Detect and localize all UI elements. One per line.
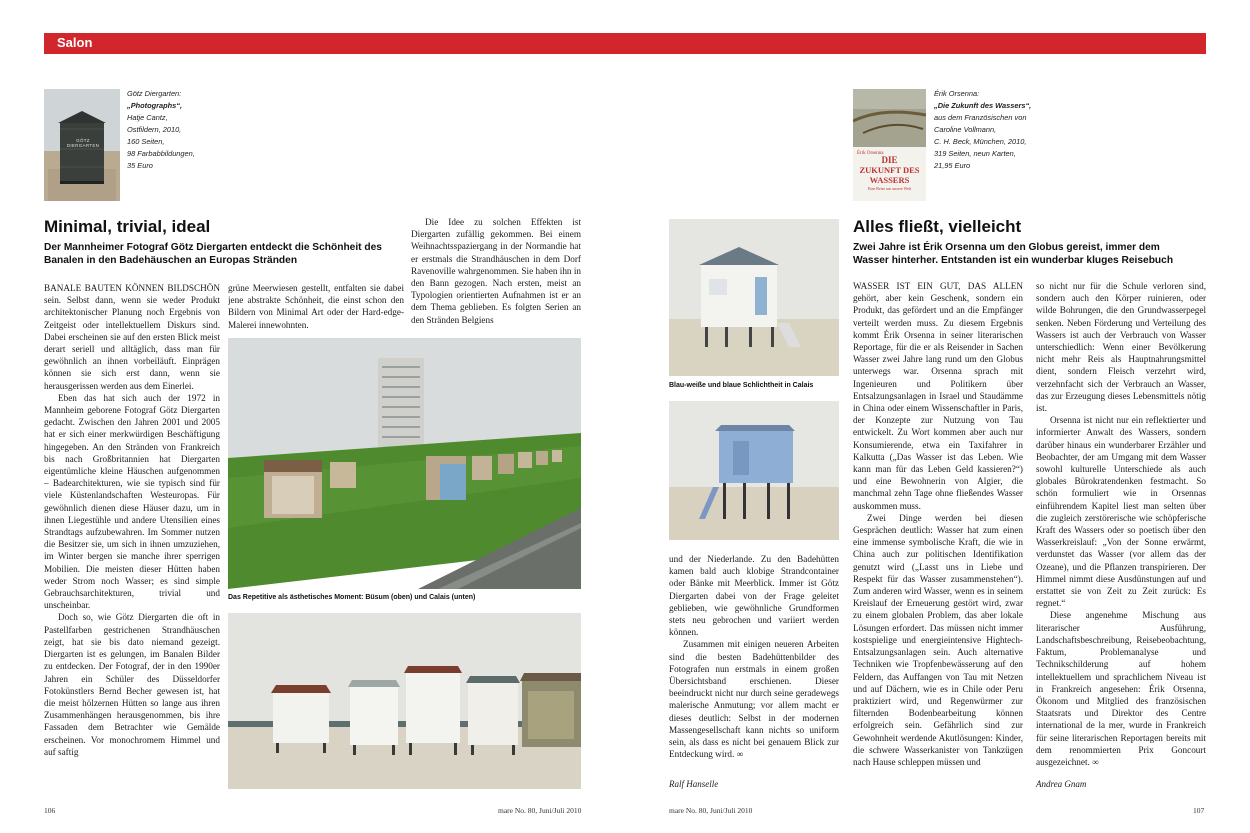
book-info-line: Hatje Cantz, [127,113,168,122]
book-info-line: 21,95 Euro [934,161,971,170]
article-column-right-3 [1036,280,1206,773]
photo-buesum [228,338,581,589]
book-author: Götz Diergarten: [127,89,182,98]
article-column-3 [411,216,581,332]
book-info-line: 98 Farbabbildungen, [127,149,195,158]
book-title: „Die Zukunft des Wassers“, [934,101,1032,110]
paragraph: Doch so, wie Götz Diergarten die oft in Pastellfarben gestrichenen Strandhäuschen zeigt, hat sie bis dato niemand gezeigt. Diergarten ist es gelungen, im Banalen Bilder zu entdecken. Der Fotograf, der in den 1990er Jahren ein Schüler des Düsseldorfer Fotokünstlers Bernd Becher gewesen ist, hat die meist hölzernen Hütten so lange aus ihren Zusammenhängen herausgenommen, bis ihre Fassaden dem Betrachter wie Gemälde erscheinen. Vor monochromem Himmel und auf saftig [44,612,220,757]
book-cover-zukunft-des-wassers [853,89,926,201]
paragraph: BANALE BAUTEN KÖNNEN BILDSCHÖN sein. Selbst dann, wenn sie weder Produkt architektonischer Planung noch Ergebnis von Zeitgeist oder intellektuellem Diskurs sind. Dabei erscheinen sie auf den ersten Blick meist derart seriell und alltäglich, dass man für gewöhnlich an ihnen vorbeiläuft. Einprägen können sie sich erst dann, wenn sie herausgerissen werden aus dem Einerlei. [44,283,220,391]
paragraph: Zwei Dinge werden bei diesen Gesprächen deutlich: Wasser hat zum einen eine immense symbolische Kraft, die wie in China auch zur politischen Identifikation genutzt wird („Lasst uns in Liebe und Respekt für das Wasser zusammenstehen“). Zum anderen wird Wasser, wenn es in seinem Kreislauf der Erneuerung gestört wird, zwar zu einem globalen Problem, das aber lokale Lösungen erfordert. Das müssen nicht immer kostspielige und energieintensive Hightech-Entsalzungsanlagen sein. Auch alternative Techniken wie Tropfenbewässerung auf den Feldern, das Auffangen von Tau mit Netzen und auf Dächern, wie es in Chile oder Peru praktiziert wird, und Regenwürmer zur filternden Bodenbearbeitung können erfolgreich sein. Gefährlich sind zur Gewohnheit werdende Akutlösungen: Kinder, die schwere Wasserkanister von Tankzügen nach Hause schleppen müssen und [853,512,1023,767]
book-info-line: C. H. Beck, München, 2010, [934,137,1027,146]
book-info-line: Ostfildern, 2010, [127,125,182,134]
paragraph: so nicht nur für die Schule verloren sind, sondern auch den Körper ruinieren, oder wilde Bohrungen, die den Grundwasserpegel senken. Neben Förderung und Verteilung des Wassers ist auch der Verbrauch von Wasser unterschiedlich: Wenn einer Bevölkerung nicht mehr Reis als Hauptnahrungsmittel dient, sondern Fleisch verzehrt wird, verzehnfacht sich der Verbrauch an Wasser, das zur Erzeugung dieses Lebensmittels nötig ist. [1036,281,1206,414]
section-banner [44,33,1206,54]
book-info-line: 160 Seiten, [127,137,165,146]
article-headline-left: Minimal, trivial, ideal [44,217,211,236]
book-title: „Photographs“, [127,101,183,110]
paragraph: grüne Meerwiesen gestellt, entfalten sie dabei jene abstrakte Schönheit, die einst schon den Bildern von Minimal Art oder der Hard-edge-Malerei innewohnten. [228,283,404,330]
photo-calais-blue-hut [669,401,839,540]
section-label: Salon [57,35,93,50]
article-column-1 [44,282,220,802]
author-credit-right: Andrea Gnam [1036,779,1087,789]
page-number-right: 107 [1193,806,1205,815]
paragraph: Die Idee zu solchen Effekten ist Diergarten zufällig gekommen. Bei einem Weihnachtsspaziergang in der Normandie hat er erstmals die Strandhäuschen in dem Dorf Ravenoville wahrgenommen. Sie haben ihn in den Bann gezogen. Nach ersten, meist an Typologien orientierten Aufnahmen ist er an dem Thema geblieben. Es folgten Serien an den Stränden Belgiens [411,217,581,325]
book-info-line: 319 Seiten, neun Karten, [934,149,1016,158]
article-deck-left: Der Mannheimer Fotograf Götz Diergarten entdeckt die Schönheit des Banalen in den Badehäuschen an Europas Stränden [44,242,382,266]
book-info-line: Caroline Vollmann, [934,125,997,134]
book-cover-title-1: DIE [881,155,898,165]
photo-caption-left: Das Repetitive als ästhetisches Moment: Büsum (oben) und Calais (unten) [228,594,476,601]
book-cover-photographs [44,89,120,201]
paragraph: Eben das hat sich auch der 1972 in Mannheim geborene Fotograf Götz Diergarten gedacht. Zwischen den Jahren 2001 und 2005 hat er sich einer merkwürdigen Beschäftigung hingegeben. An den Stränden von Frankreich bis nach Großbritannien hat Diergarten eigentümliche kleine Häuschen aufgenommen – Badearchitekturen, wie sie typisch sind für viele Küstenlandschaften Westeuropas. Für gewöhnlich dienen diese Häuser dazu, um in ihnen Liegestühle und andere Utensilien eines Strandtags aufzubewahren. Im Sommer nutzen die Besitzer sie, um sich in ihnen umzuziehen, im Winter bergen sie manche ihrer sperrigen Mobilien. Die meisten dieser Hütten haben weder Strom noch Wasser; es sind simple Gebrauchsarchitekturen, trivial und unscheinbar. [44,392,220,611]
book-cover-title-2: ZUKUNFT DES [859,165,920,175]
photo-caption-right: Blau-weiße und blaue Schlichtheit in Calais [669,382,814,389]
book-info-right [934,88,1031,172]
issue-info-right: mare No. 80, Juni/Juli 2010 [669,806,753,815]
paragraph: Zusammen mit einigen neueren Arbeiten sind die besten Badehüttenbilder des Fotografen nun erstmals in einem großen Übersichtsband erschienen. Dieser beeindruckt nicht nur durch seine geradewegs malerische Anmutung; vor allem macht er dieses deutlich: Selbst in der modernen Massengesellschaft kann nichts so uniform sein, als dass es nicht bei genauem Blick zur Entdeckung wird. ∞ [669,639,839,760]
article-deck-right: Zwei Jahre ist Érik Orsenna um den Globus gereist, immer dem Wasser hinterher. Entstanden ist ein wunderbar kluges Reisebuch [853,242,1174,266]
photo-calais-bluewhite-hut [669,219,839,376]
paragraph: Orsenna ist nicht nur ein reflektierter und informierter Anwalt des Wassers, sondern darüber hinaus ein wunderbarer Erzähler und Beobachter, der am Umgang mit dem Wasser sowohl kulturelle Unterschiede als auch globales Bürokratendenken festmacht. So schön formuliert wie in Orsennas einführendem Kapitel liest man selten über die zugleich zerstörerische wie schöpferische Kraft des Wassers oder so poetisch über den Wasserkreislauf: „Von der Sonne erwärmt, verdunstet das Wasser (vor allem das der Ozeane), und die Pflanzen transpirieren. Der Himmel nimmt diese Ausdünstungen auf und erstattet sie von Zeit zu Zeit zurück: Es regnet.“ [1036,415,1206,609]
book-info-left [127,88,195,172]
article-column-right-2 [853,280,1023,795]
page-number-left: 106 [44,806,56,815]
paragraph: Diese angenehme Mischung aus literarischer Ausführung, Landschaftsbeschreibung, Reisebeobachtung, Faktum, Problemanalyse und Technikschilderung auf hohem intellektuellem und sprachlichem Niveau ist in Frankreich angesehen: Érik Orsenna, Ökonom und Mitglied des französischen Staatsrats und Direktor des Centre international de la mer, wurde in Frankreich für seine literarischen Reportagen bereits mit dem renommierten Prix Goncourt ausgezeichnet. ∞ [1036,610,1206,767]
article-headline-right: Alles fließt, vielleicht [853,217,1022,236]
book-info-line: aus dem Französischen von [934,113,1027,122]
author-credit-left: Ralf Hanselle [669,779,719,789]
paragraph: und der Niederlande. Zu den Badehütten kamen bald auch klobige Strandcontainer oder Bänke mit Meerblick. Immer ist Götz Diergarten dabei von der Frage geleitet geblieben, wie gewöhnliche Grundformen stets neu gebrochen und variiert werden können. [669,554,839,638]
book-author: Érik Orsenna: [934,89,980,98]
book-cover-subtitle: Eine Reise um unsere Welt [867,186,912,191]
book-cover-title-3: WASSERS [869,175,910,185]
issue-info-left: mare No. 80, Juni/Juli 2010 [498,806,582,815]
photo-calais-huts [228,613,581,789]
book-cover-author: Érik Orsenna [857,151,884,156]
article-column-2 [228,282,404,332]
article-column-right-1 [669,553,839,775]
book-cover-label: GÖTZ DIERGARTEN [66,138,100,148]
book-info-line: 35 Euro [127,161,153,170]
paragraph: WASSER IST EIN GUT, DAS ALLEN gehört, aber kein Geschenk, sondern ein Produkt, das gefördert und an die Empfänger verteilt werden muss. Zu diesem Ergebnis kommt Érik Orsenna in seiner literarischen Reportage, für die er als Reisender in Sachen Wasser zwei Jahre lang rund um den Globus unterwegs war. Orsenna sprach mit Ingenieuren und Politikern über Entsalzungsanlagen in Israel und Staudämme in China oder einem Wissenschaftler in Paris, der Konzepte zur Nutzung von Tau entwickelt. Zu Wort kommen aber auch nur Konsumierende, etwa ein Taxifahrer in Kalkutta („Das Wasser ist das Leben. Wie kann man für das Leben Geld kassieren?“) und eine Bewohnerin von Algier, die manchmal zehn Tage ohne fließendes Wasser auskommen muss. [853,281,1023,511]
